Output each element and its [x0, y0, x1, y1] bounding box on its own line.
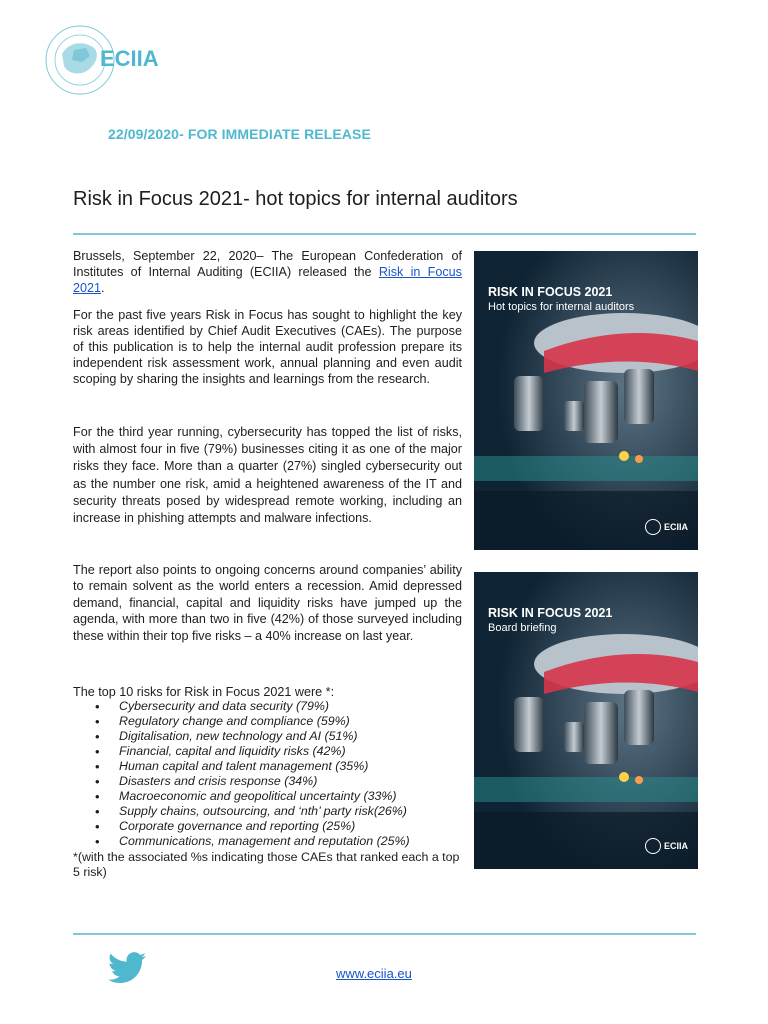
list-item: • Corporate governance and reporting (25%) [73, 819, 410, 834]
footnote: *(with the associated %s indicating those CAEs that ranked each a top 5 risk) [73, 850, 460, 879]
top-risks-list [73, 699, 410, 849]
cover-subtitle: Board briefing [488, 622, 557, 634]
footer-divider [73, 933, 696, 935]
website-link[interactable]: www.eciia.eu [336, 966, 412, 981]
list-item: • Disasters and crisis response (34%) [73, 774, 410, 789]
list-item: • Macroeconomic and geopolitical uncertainty (33%) [73, 789, 410, 804]
globe-icon [645, 838, 661, 854]
intro-text: Brussels, September 22, 2020– The European Confederation of Institutes of Internal Auditing (ECIIA) released the [73, 249, 462, 279]
eciia-logo [44, 20, 164, 100]
cover-title: RISK IN FOCUS 2021 [488, 285, 613, 299]
globe-icon [645, 519, 661, 535]
risk-list-intro: The top 10 risks for Risk in Focus 2021 were *: [73, 685, 335, 699]
list-item: • Communications, management and reputation (25%) [73, 834, 410, 849]
list-item: • Digitalisation, new technology and AI (51%) [73, 729, 410, 744]
purpose-paragraph: For the past five years Risk in Focus has sought to highlight the key risk areas identified by Chief Audit Executives (CAEs). The purpose of this publication is to help the internal audit profession prepare its independent risk assessment work, annual planning and even audit scoping by sharing the insights and learnings from the research. [73, 308, 462, 386]
solvency-paragraph: The report also points to ongoing concerns around companies’ ability to remain solvent as the world enters a recession. Amid depressed demand, financial, capital and liquidity risks have jumped up the agenda, with more than two in five (42%) of those surveyed including these within their top five risks – a 40% increase on last year. [73, 563, 462, 643]
list-item: • Supply chains, outsourcing, and ‘nth’ party risk(26%) [73, 804, 410, 819]
cover-logo [645, 518, 688, 536]
list-item: • Regulatory change and compliance (59%) [73, 714, 410, 729]
logo-wordmark: ECIIA [100, 46, 159, 71]
cover-subtitle: Hot topics for internal auditors [488, 301, 635, 313]
cover-title: RISK IN FOCUS 2021 [488, 606, 613, 620]
cover-logo-text: ECIIA [663, 841, 688, 851]
intro-period: . [101, 281, 105, 295]
cybersecurity-paragraph: For the third year running, cybersecurity has topped the list of risks, with almost four in five (79%) businesses citing it as one of the major risks they face. More than a quarter (27%) singled cybersecurity out as the number one risk, amid a heightened awareness of the IT and security threats posed by widespread remote working, including an increase in phishing attempts and malware infections. [73, 425, 462, 526]
cover-logo-text: ECIIA [663, 522, 688, 532]
page-title: Risk in Focus 2021- hot topics for internal auditors [73, 188, 518, 210]
risk-in-focus-link[interactable]: Risk in Focus 2021 [73, 265, 462, 295]
twitter-icon[interactable] [108, 952, 146, 984]
cover-logo [645, 837, 688, 855]
list-item: • Human capital and talent management (35%) [73, 759, 410, 774]
cover-image-board-briefing [474, 572, 698, 869]
list-item: • Financial, capital and liquidity risks (42%) [73, 744, 410, 759]
release-date-line: 22/09/2020- FOR IMMEDIATE RELEASE [108, 126, 371, 142]
list-item: • Cybersecurity and data security (79%) [73, 699, 410, 714]
intro-paragraph [73, 248, 462, 296]
header-divider [73, 233, 696, 235]
cover-image-hot-topics [474, 251, 698, 550]
